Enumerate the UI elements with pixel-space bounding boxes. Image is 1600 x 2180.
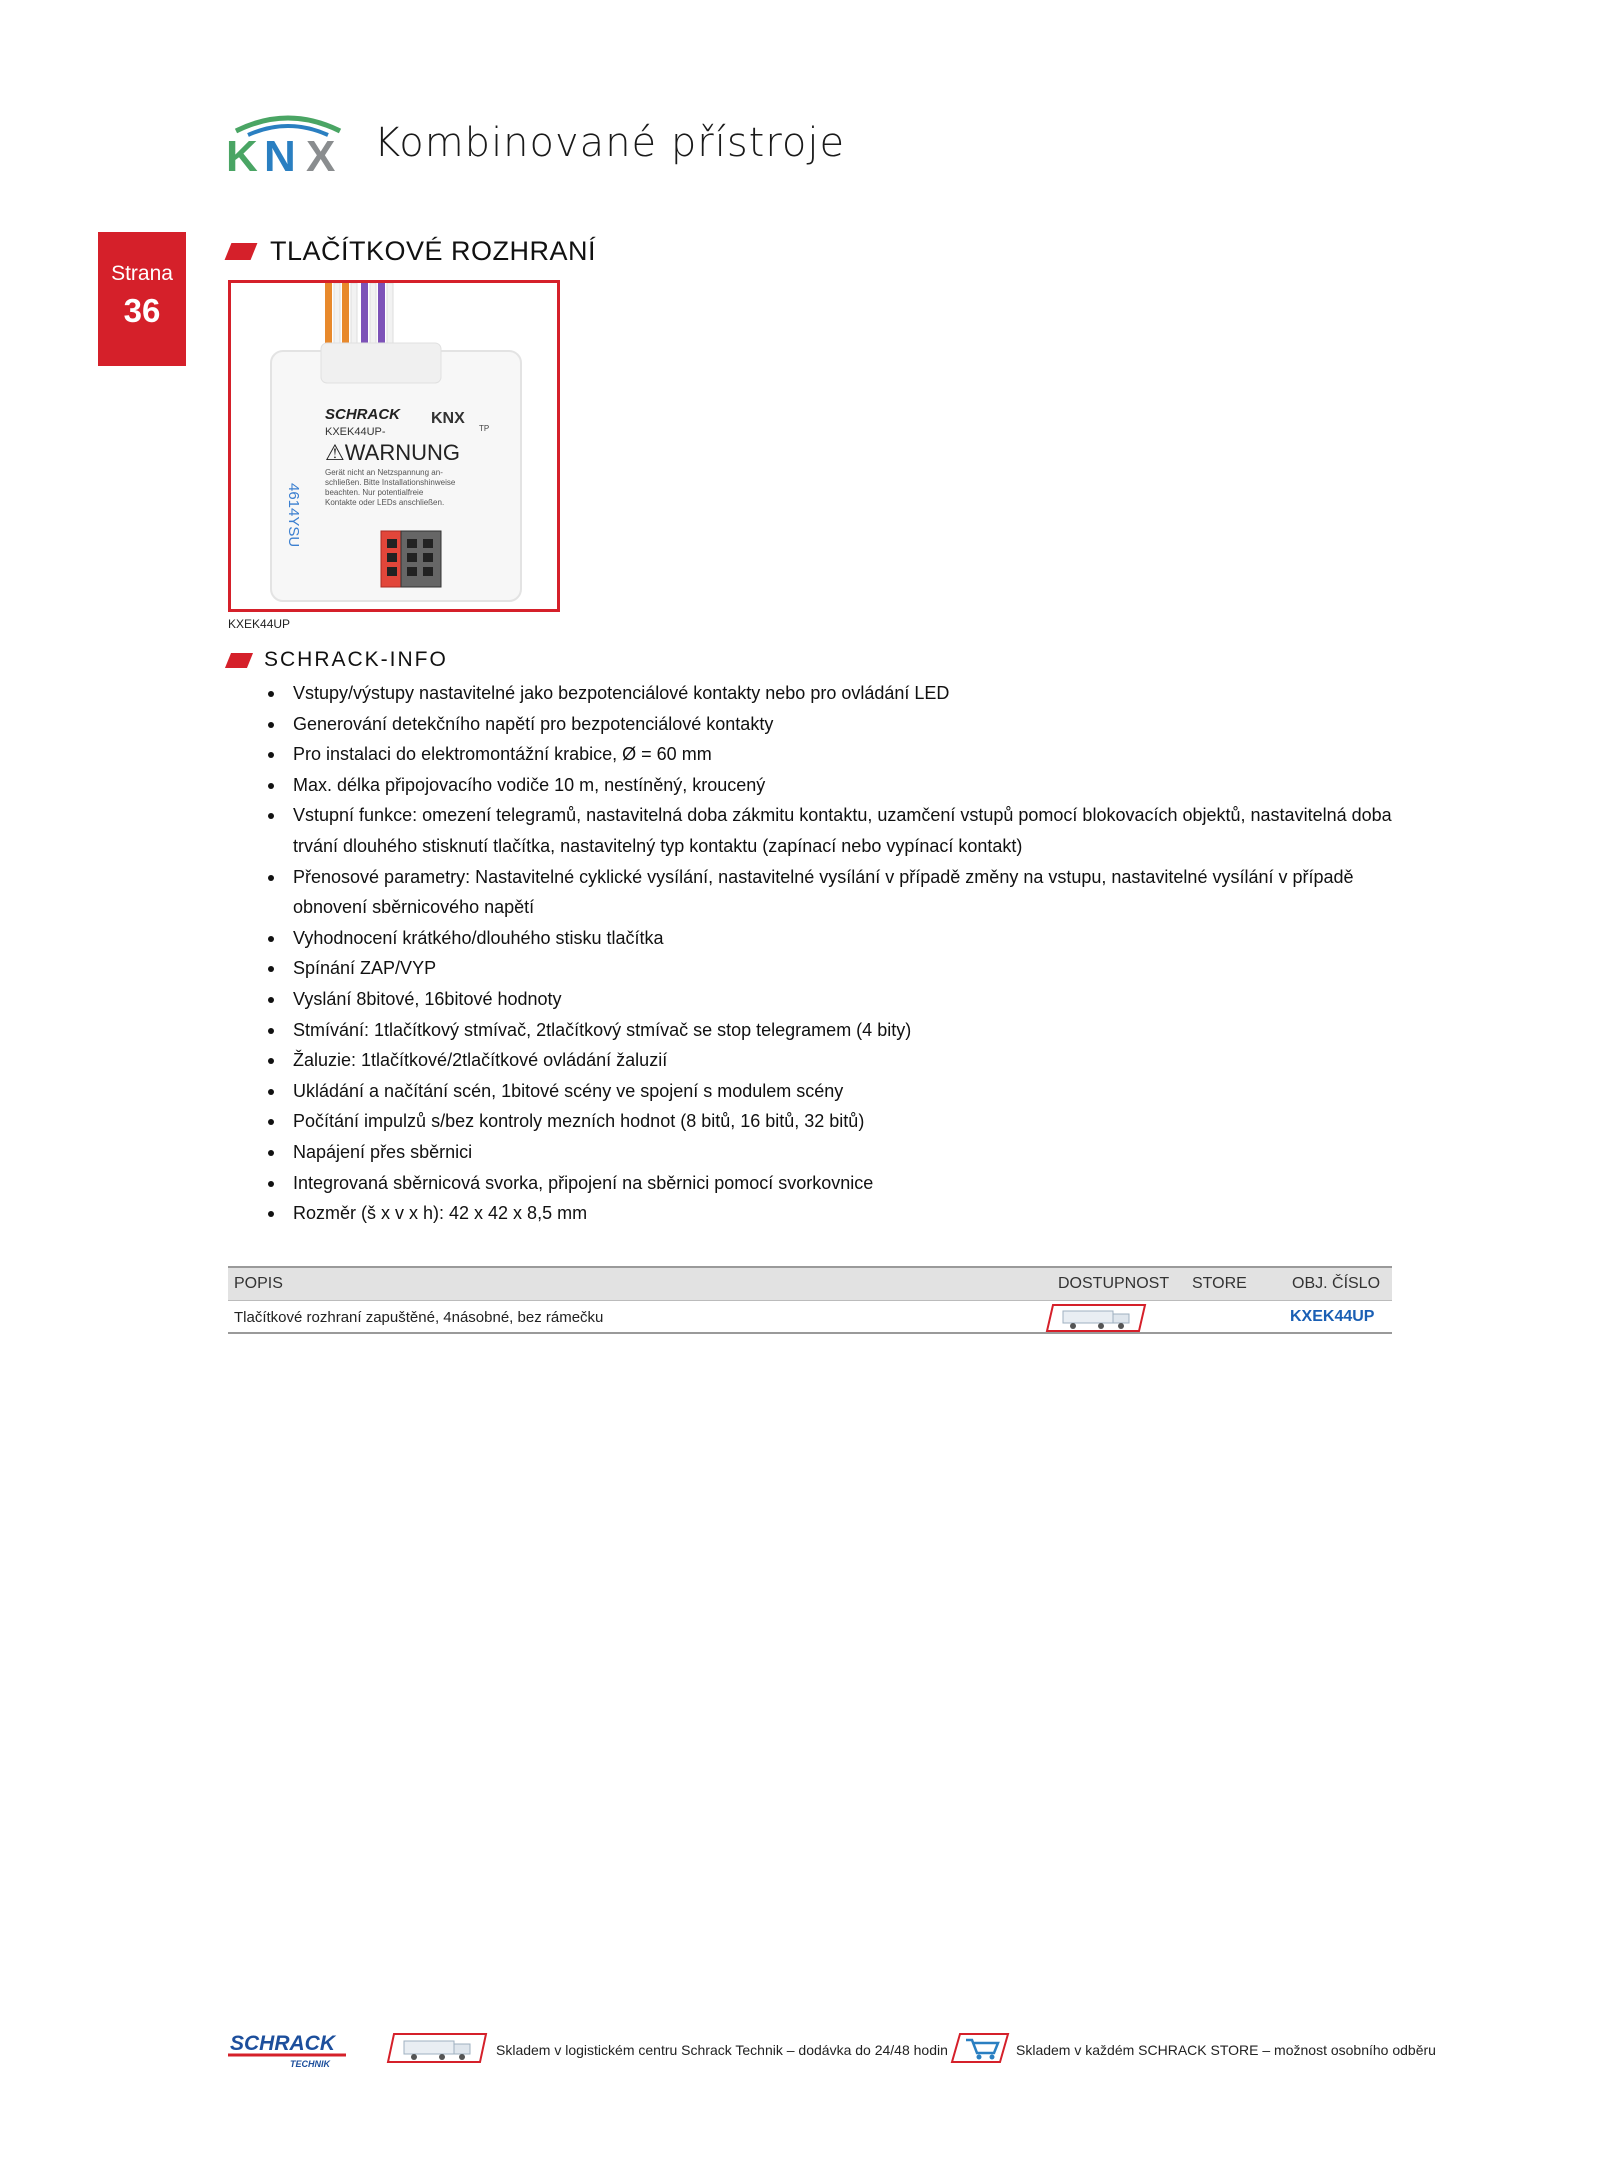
page-title: Kombinované přístroje bbox=[374, 120, 846, 166]
list-item: Max. délka připojovacího vodiče 10 m, nestíněný, kroucený bbox=[266, 770, 1416, 801]
order-number-link[interactable]: KXEK44UP bbox=[1290, 1308, 1375, 1325]
device-serial: 4614YSU bbox=[285, 483, 302, 548]
list-item: Vstupní funkce: omezení telegramů, nastavitelná doba zákmitu kontaktu, uzamčení vstupů pomocí blokovacích objektů, nastavitelná doba trvání dlouhého stisknutí tlačítka, nastavitelný typ kontaktu (zapínací nebo vypínací kontakt) bbox=[266, 800, 1416, 861]
section-marker-icon bbox=[225, 653, 253, 668]
schrack-logo bbox=[226, 2030, 350, 2075]
product-caption: KXEK44UP bbox=[228, 617, 291, 631]
col-store: STORE bbox=[1192, 1275, 1247, 1292]
list-item: Pro instalaci do elektromontážní krabice, Ø = 60 mm bbox=[266, 739, 1416, 770]
list-item: Žaluzie: 1tlačítkové/2tlačítkové ovládání žaluzií bbox=[266, 1045, 1416, 1076]
page-tab-label: Strana bbox=[111, 262, 173, 285]
list-item: Napájení přes sběrnici bbox=[266, 1137, 1416, 1168]
list-item: Integrovaná sběrnicová svorka, připojení na sběrnici pomocí svorkovnice bbox=[266, 1168, 1416, 1199]
page-header bbox=[226, 108, 845, 178]
knx-logo bbox=[226, 111, 350, 175]
list-item: Rozměr (š x v x h): 42 x 42 x 8,5 mm bbox=[266, 1198, 1416, 1229]
col-dostupnost: DOSTUPNOST bbox=[1058, 1275, 1170, 1292]
list-item: Vyslání 8bitové, 16bitové hodnoty bbox=[266, 984, 1416, 1015]
info-list bbox=[266, 678, 1416, 1229]
info-title: SCHRACK-INFO bbox=[264, 648, 448, 671]
legend-logistics: Skladem v logistickém centru Schrack Technik – dodávka do 24/48 hodin bbox=[496, 2042, 948, 2058]
section-title: TLAČÍTKOVÉ ROZHRANÍ bbox=[270, 236, 597, 266]
device-model: KXEK44UP- bbox=[325, 426, 386, 438]
list-item: Stmívání: 1tlačítkový stmívač, 2tlačítkový stmívač se stop telegramem (4 bity) bbox=[266, 1015, 1416, 1046]
table-row bbox=[228, 1300, 1392, 1334]
section-marker-icon bbox=[225, 243, 258, 260]
col-popis: POPIS bbox=[234, 1275, 283, 1292]
list-item: Přenosové parametry: Nastavitelné cyklické vysílání, nastavitelné vysílání v případě změny na vstupu, nastavitelné vysílání v případě obnovení sběrnicového napětí bbox=[266, 862, 1416, 923]
list-item: Ukládání a načítání scén, 1bitové scény ve spojení s modulem scény bbox=[266, 1076, 1416, 1107]
list-item: Spínání ZAP/VYP bbox=[266, 953, 1416, 984]
knx-logo-x: X bbox=[306, 132, 336, 175]
info-heading bbox=[228, 648, 448, 672]
list-item: Počítání impulzů s/bez kontroly mezních hodnot (8 bitů, 16 bitů, 32 bitů) bbox=[266, 1106, 1416, 1137]
device-warning-line-2: schließen. Bitte Installationshinweise bbox=[325, 478, 456, 487]
device-brand: SCHRACK bbox=[325, 406, 400, 423]
device-warning-line-4: Kontakte oder LEDs anschließen. bbox=[325, 498, 445, 507]
col-obj-cislo: OBJ. ČÍSLO bbox=[1292, 1275, 1381, 1292]
device-connector bbox=[381, 531, 441, 587]
device-warning-line-1: Gerät nicht an Netzspannung an- bbox=[325, 468, 443, 477]
legend-store: Skladem v každém SCHRACK STORE – možnost osobního odběru bbox=[1016, 2042, 1436, 2058]
device-warning: ⚠WARNUNG bbox=[325, 440, 461, 465]
footer-logo-sub: TECHNIK bbox=[290, 2059, 330, 2069]
table-header bbox=[228, 1266, 1392, 1300]
product-image bbox=[228, 280, 560, 612]
device-warning-line-3: beachten. Nur potentialfreie bbox=[325, 488, 424, 497]
list-item: Vstupy/výstupy nastavitelné jako bezpotenciálové kontakty nebo pro ovládání LED bbox=[266, 678, 1416, 709]
list-item: Generování detekčního napětí pro bezpotenciálové kontakty bbox=[266, 709, 1416, 740]
footer bbox=[226, 2030, 1436, 2070]
footer-logo-text: SCHRACK bbox=[230, 2032, 335, 2055]
product-photo bbox=[231, 283, 557, 609]
list-item: Vyhodnocení krátkého/dlouhého stisku tlačítka bbox=[266, 923, 1416, 954]
page-tab-number: 36 bbox=[123, 292, 161, 329]
product-table bbox=[228, 1266, 1392, 1334]
page-number-tab bbox=[98, 232, 186, 366]
shopping-cart-icon bbox=[950, 2032, 1010, 2069]
knx-logo-k: K bbox=[226, 132, 258, 175]
device-tp-mark: TP bbox=[479, 424, 490, 433]
truck-icon bbox=[1045, 1303, 1149, 1337]
truck-icon bbox=[386, 2032, 490, 2069]
row-description: Tlačítkové rozhraní zapuštěné, 4násobné, bez rámečku bbox=[234, 1309, 604, 1326]
section-heading bbox=[228, 236, 596, 267]
knx-logo-n: N bbox=[264, 132, 296, 175]
device-knx-mark: KNX bbox=[431, 410, 465, 427]
